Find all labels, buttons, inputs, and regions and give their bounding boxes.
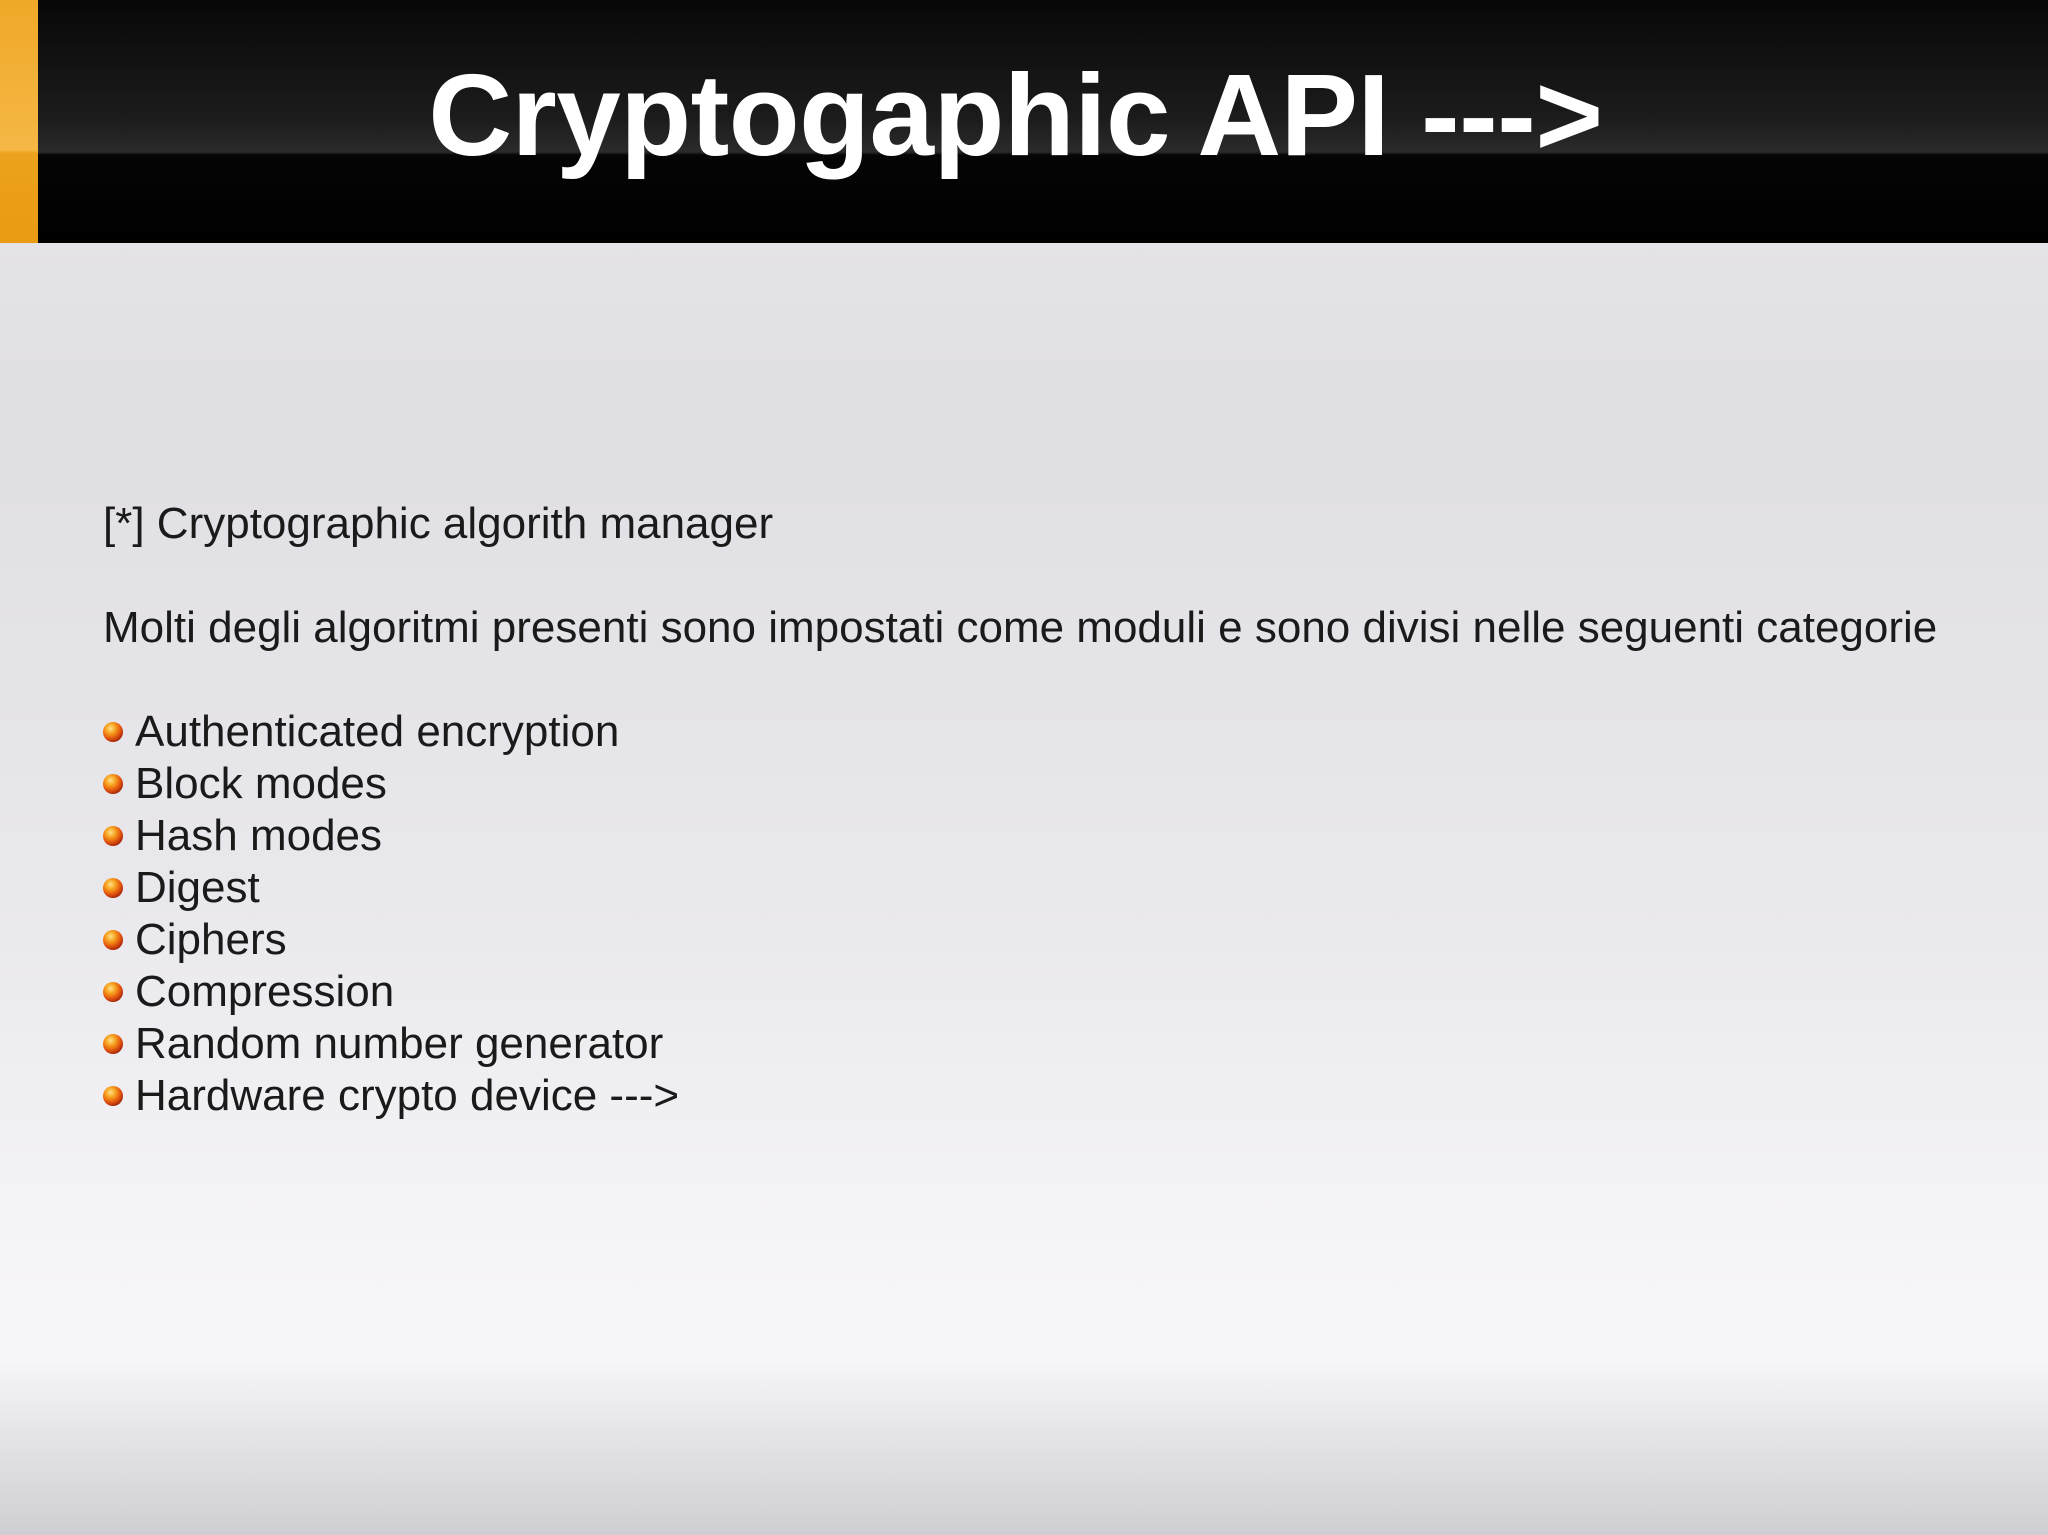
list-item	[103, 758, 1953, 810]
description-text: Molti degli algoritmi presenti sono impostati come moduli e sono divisi nelle seguenti categorie	[103, 603, 1938, 652]
bullet-icon	[103, 1086, 123, 1106]
accent-strip	[0, 0, 38, 243]
bullet-icon	[103, 774, 123, 794]
list-item	[103, 1070, 1953, 1122]
bullet-icon	[103, 878, 123, 898]
list-item-label: Digest	[135, 863, 260, 912]
bullet-icon	[103, 930, 123, 950]
list-item	[103, 706, 1953, 758]
bullet-icon	[103, 722, 123, 742]
bullet-icon	[103, 826, 123, 846]
list-item-label: Compression	[135, 967, 395, 1016]
category-list	[103, 706, 1953, 1122]
list-item-label: Random number generator	[135, 1019, 664, 1068]
slide-content	[103, 498, 1953, 1122]
list-item-label: Authenticated encryption	[135, 707, 620, 756]
list-item	[103, 966, 1953, 1018]
list-item	[103, 810, 1953, 862]
list-item-label: Hardware crypto device --->	[135, 1071, 680, 1120]
list-item	[103, 1018, 1953, 1070]
list-item-label: Hash modes	[135, 811, 383, 860]
intro-text: [*] Cryptographic algorith manager	[103, 499, 774, 548]
list-item	[103, 862, 1953, 914]
bullet-icon	[103, 1034, 123, 1054]
list-item	[103, 914, 1953, 966]
list-item-label: Ciphers	[135, 915, 287, 964]
slide-title: Cryptogaphic API --->	[428, 49, 1603, 180]
bullet-icon	[103, 982, 123, 1002]
list-item-label: Block modes	[135, 759, 387, 808]
